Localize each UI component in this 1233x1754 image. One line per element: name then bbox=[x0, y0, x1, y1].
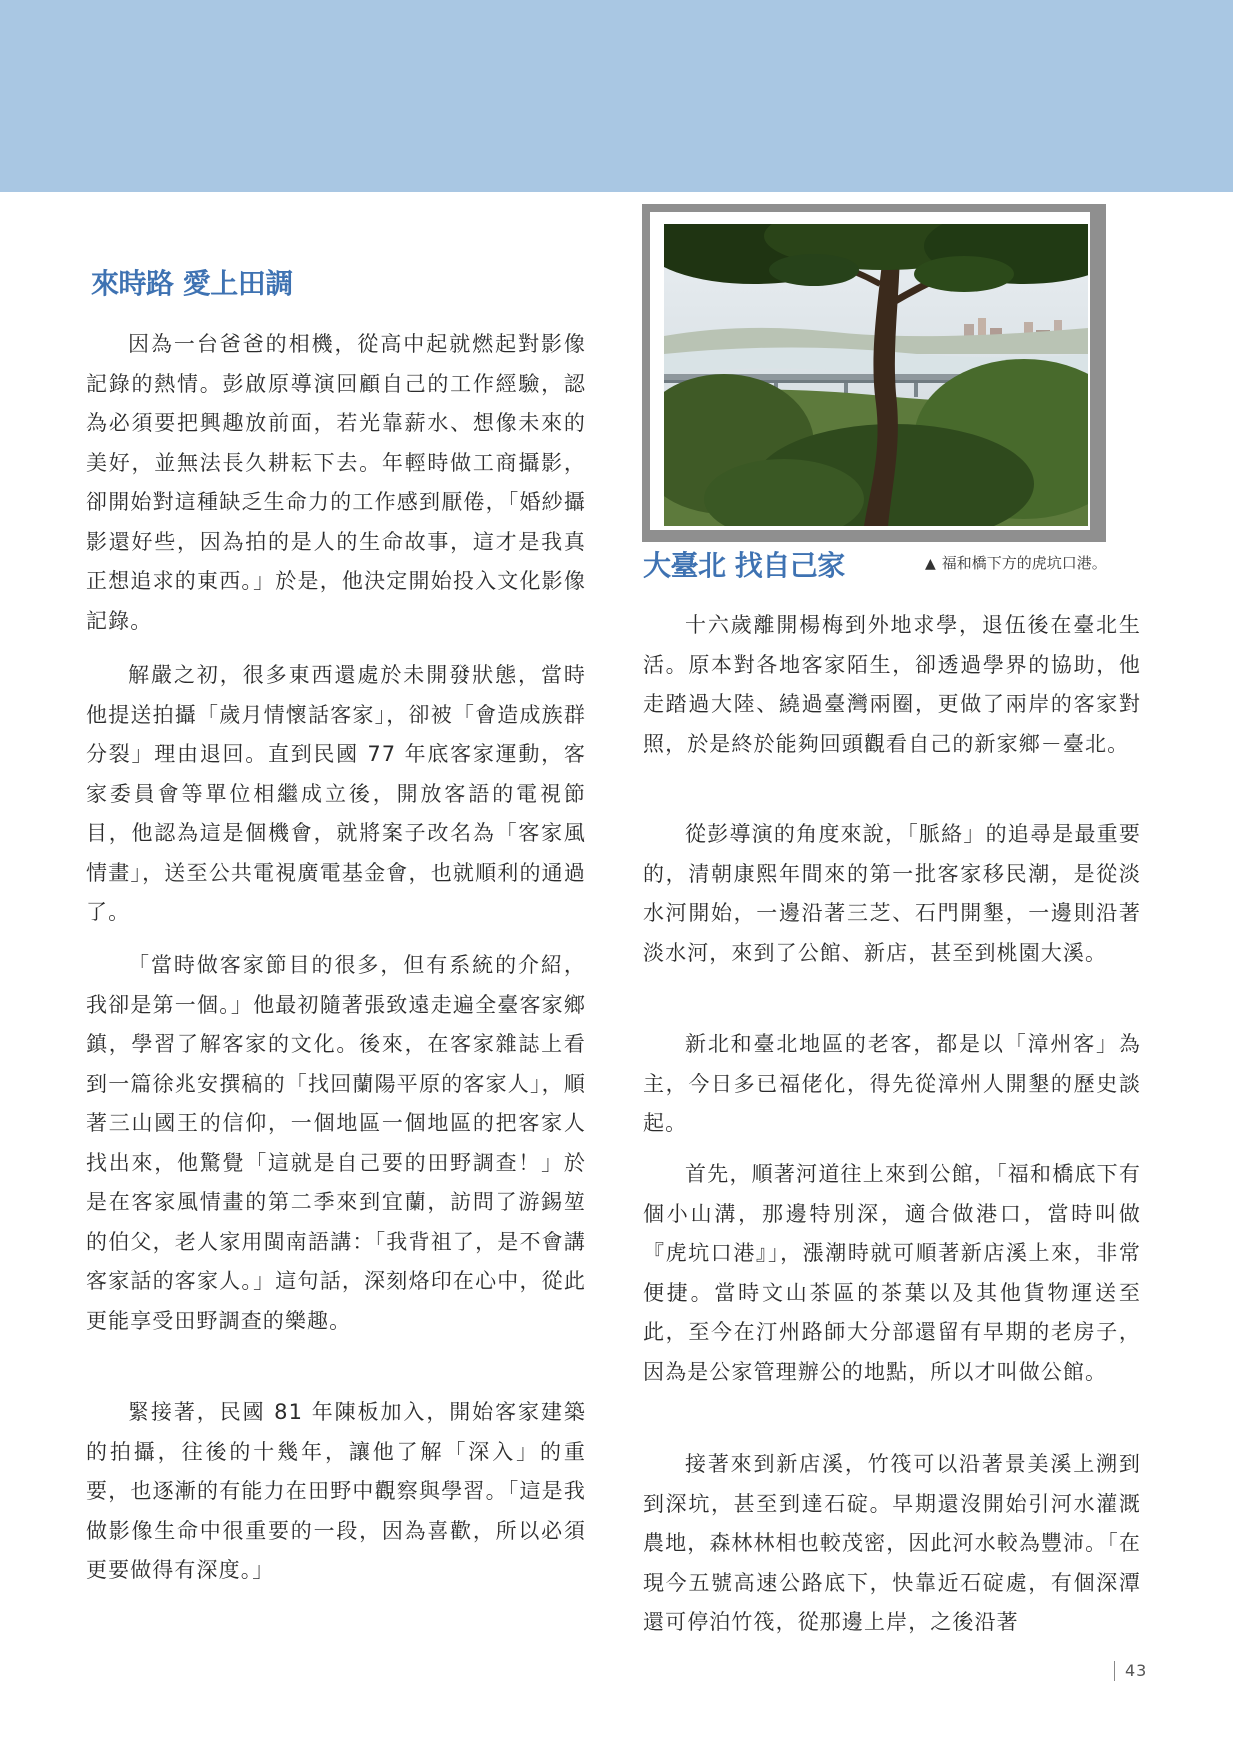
header-band bbox=[0, 0, 1233, 192]
triangle-icon: ▲ bbox=[925, 556, 936, 572]
left-paragraph-2: 解嚴之初，很多東西還處於未開發狀態，當時他提送拍攝「歲月情懷話客家」，卻被「會造成族群分裂」理由退回。直到民國 77 年底客家運動，客家委員會等單位相繼成立後，開放客語的電視節目，他認為這是個機會，就將案子改名為「客家風情畫」，送至公共電視廣電基金會，也就順利的通過了。 bbox=[86, 663, 586, 924]
left-paragraph-1: 因為一台爸爸的相機，從高中起就燃起對影像記錄的熱情。彭啟原導演回顧自己的工作經驗，認為必須要把興趣放前面，若光靠薪水、想像未來的美好，並無法長久耕耘下去。年輕時做工商攝影，卻開始對這種缺乏生命力的工作感到厭倦，「婚紗攝影還好些，因為拍的是人的生命故事，這才是我真正想追求的東西。」於是，他決定開始投入文化影像記錄。 bbox=[86, 332, 586, 633]
photo-frame bbox=[642, 204, 1106, 542]
river-bridge-photo bbox=[664, 224, 1088, 526]
page-number: 43 bbox=[1114, 1661, 1147, 1681]
photo-mat bbox=[650, 212, 1090, 530]
section-heading-left: 來時路 愛上田調 bbox=[91, 267, 293, 300]
right-paragraph-5: 接著來到新店溪，竹筏可以沿著景美溪上溯到到深坑，甚至到達石碇。早期還沒開始引河水灌溉農地，森林林相也較茂密，因此河水較為豐沛。「在現今五號高速公路底下，快靠近石碇處，有個深潭還可停泊竹筏，從那邊上岸，之後沿著 bbox=[643, 1452, 1141, 1634]
left-paragraph-4: 緊接著，民國 81 年陳板加入，開始客家建築的拍攝，往後的十幾年，讓他了解「深入」的重要，也逐漸的有能力在田野中觀察與學習。「這是我做影像生命中很重要的一段，因為喜歡，所以必須更要做得有深度。」 bbox=[86, 1400, 586, 1582]
right-paragraph-2: 從彭導演的角度來說，「脈絡」的追尋是最重要的，清朝康熙年間來的第一批客家移民潮，是從淡水河開始，一邊沿著三芝、石門開墾，一邊則沿著淡水河，來到了公館、新店，甚至到桃園大溪。 bbox=[643, 822, 1141, 965]
left-paragraph-3: 「當時做客家節目的很多，但有系統的介紹，我卻是第一個。」他最初隨著張致遠走遍全臺客家鄉鎮，學習了解客家的文化。後來，在客家雜誌上看到一篇徐兆安撰稿的「找回蘭陽平原的客家人」，順著三山國王的信仰，一個地區一個地區的把客家人找出來，他驚覺「這就是自己要的田野調查！」於是在客家風情畫的第二季來到宜蘭，訪問了游錫堃的伯父，老人家用閩南語講：「我背祖了，是不會講客家話的客家人。」這句話，深刻烙印在心中，從此更能享受田野調查的樂趣。 bbox=[86, 953, 586, 1333]
right-paragraph-1: 十六歲離開楊梅到外地求學，退伍後在臺北生活。原本對各地客家陌生，卻透過學界的協助，他走踏過大陸、繞過臺灣兩圈，更做了兩岸的客家對照，於是終於能夠回頭觀看自己的新家鄉－臺北。 bbox=[643, 613, 1141, 756]
section-heading-right: 大臺北 找自己家 bbox=[643, 549, 845, 582]
right-paragraph-4: 首先，順著河道往上來到公館，「福和橋底下有個小山溝，那邊特別深，適合做港口，當時叫做『虎坑口港』」，漲潮時就可順著新店溪上來，非常便捷。當時文山茶區的茶葉以及其他貨物運送至此，至今在汀州路師大分部還留有早期的老房子，因為是公家管理辦公的地點，所以才叫做公館。 bbox=[643, 1162, 1141, 1384]
photo-caption-text: 福和橋下方的虎坑口港。 bbox=[941, 554, 1107, 572]
photo-caption bbox=[925, 552, 1145, 573]
right-paragraph-3: 新北和臺北地區的老客，都是以「漳州客」為主，今日多已福佬化，得先從漳州人開墾的歷史談起。 bbox=[643, 1032, 1141, 1135]
